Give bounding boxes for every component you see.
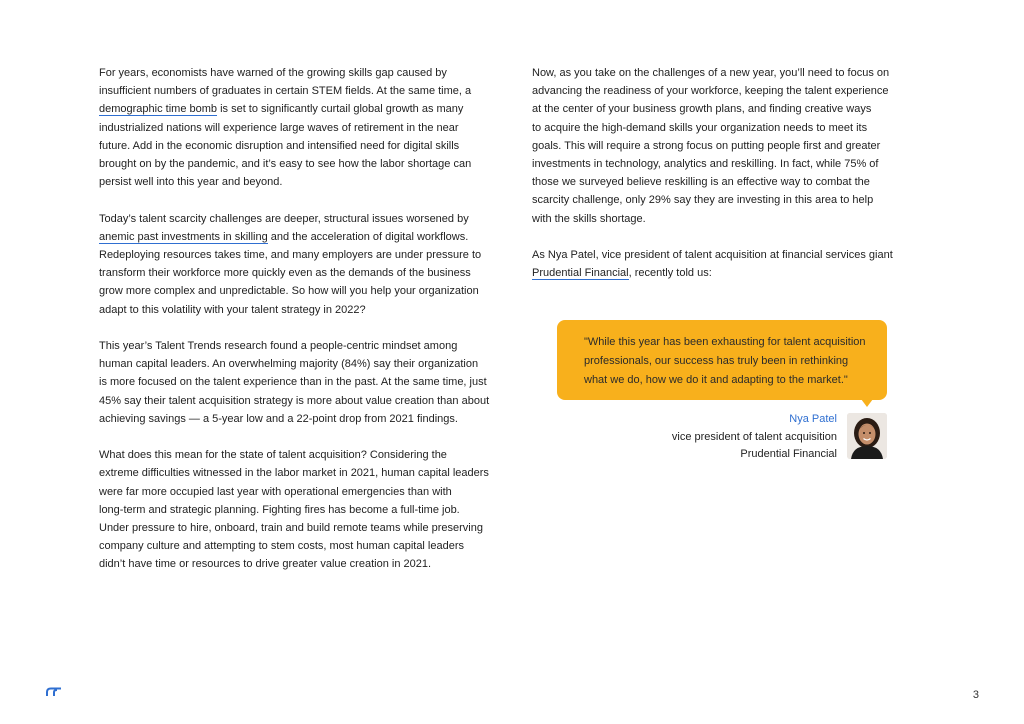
prudential-financial-link[interactable]: Prudential Financial bbox=[532, 267, 629, 280]
randstad-logo-icon bbox=[46, 687, 62, 697]
avatar bbox=[847, 413, 887, 459]
paragraph-talent-scarcity: Today’s talent scarcity challenges are deeper, structural issues worsened by anemic past investments in skilling and the acceleration of digital workflows. Redeploying resources takes time, and many employers are under pressure to transform their workforce more quickly even as the demands of the business grow more complex and unpredictable. So how will you help your organization adapt to this volatility with your talent strategy in 2022? bbox=[99, 212, 482, 316]
right-column bbox=[532, 64, 922, 282]
quote-tail bbox=[861, 399, 873, 407]
attribution-company: Prudential Financial bbox=[740, 448, 837, 460]
avatar-portrait-icon bbox=[847, 413, 887, 459]
quote-bubble: "While this year has been exhausting for talent acquisition professionals, our success has truly been in rethinking what we do, how we do it and adapting to the market." bbox=[557, 320, 887, 400]
left-column bbox=[99, 64, 499, 574]
demographic-time-bomb-link[interactable]: demographic time bomb bbox=[99, 103, 218, 116]
paragraph-new-year: Now, as you take on the challenges of a new year, you’ll need to focus on advancing the readiness of your workforce, keeping the talent experience at the center of your business growth plans, and finding creative ways to acquire the high-demand skills your organization needs to meet its goals. This will require a strong focus on putting people first and greater investments in technology, analytics and reskilling. In fact, while 75% of those we surveyed believe reskilling is an effective way to combat the scarcity challenge, only 29% say they are investing in this area to help with the skills shortage. bbox=[532, 67, 890, 225]
attribution-name: Nya Patel bbox=[789, 413, 837, 425]
attribution-title: vice president of talent acquisition bbox=[671, 430, 837, 443]
paragraph-skills-gap: For years, economists have warned of the growing skills gap caused by insufficient numbers of graduates in certain STEM fields. At the same time, a demographic time bomb is set to significantly curtail global growth as many industrialized nations will experience large waves of retirement in the near future. Add in the economic disruption and intensified need for digital skills brought on by the pandemic, and it’s easy to see how the labor shortage can persist well into this year and beyond. bbox=[99, 67, 472, 189]
page-number: 3 bbox=[972, 689, 979, 701]
paragraph-nya-patel-intro: As Nya Patel, vice president of talent acquisition at financial services giant Prudential Financial, recently told us: bbox=[532, 249, 893, 280]
paragraph-state-of-acquisition: What does this mean for the state of talent acquisition? Considering the extreme difficulties witnessed in the labor market in 2021, human capital leaders were far more occupied last year with operational emergencies than with long-term and strategic planning. Fighting fires has become a full-time job. Under pressure to hire, onboard, train and build remote teams while preserving company culture and attempting to stem costs, most human capital leaders didn’t have time or resources to drive greater value creation in 2021. bbox=[99, 449, 489, 571]
quote-attribution bbox=[672, 411, 837, 464]
paragraph-research-findings: This year’s Talent Trends research found a people-centric mindset among human capital leaders. An overwhelming majority (84%) say their organization is more focused on the talent experience than in the past. At the same time, just 45% say their talent acquisition strategy is more about value creation than about achieving savings — a 5-year low and a 22-point drop from 2021 findings. bbox=[99, 340, 490, 425]
anemic-investments-link[interactable]: anemic past investments in skilling bbox=[99, 230, 268, 243]
